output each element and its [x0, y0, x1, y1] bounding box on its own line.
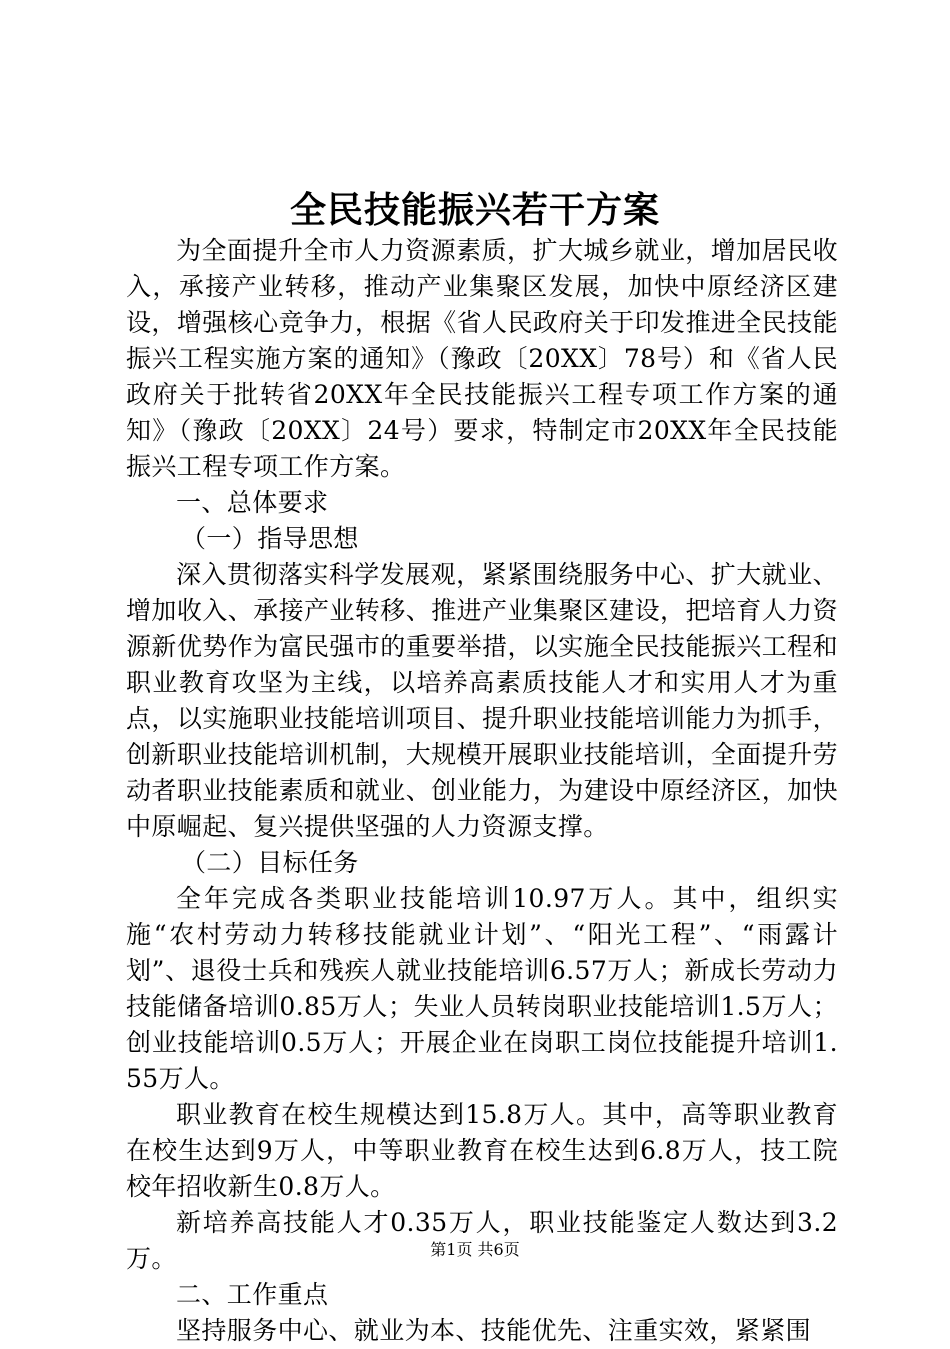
- work-focus-paragraph: 坚持服务中心、就业为本、技能优先、注重实效，紧紧围: [176, 1316, 812, 1345]
- subsection-heading-guiding-thought: （一）指导思想: [181, 524, 359, 553]
- document-title: 全民技能振兴若干方案: [289, 189, 660, 231]
- training-goals-paragraph: 全年完成各类职业技能培训10.97万人。其中，组织实施“农村劳动力转移技能就业计划”、“阳光工程”、“雨露计划”、退役士兵和残疾人就业技能培训6.57万人；新成长劳动力技能储备培训0.85万人；失业人员转岗职业技能培训1.5万人；创业技能培训0.5万人；开展企业在岗职工岗位技能提升培训1.55万人。: [126, 884, 838, 1093]
- page-number-footer: 第1页 共6页: [430, 1240, 520, 1259]
- intro-paragraph: 为全面提升全市人力资源素质，扩大城乡就业，增加居民收入，承接产业转移，推动产业集聚区发展，加快中原经济区建设，增强核心竞争力，根据《省人民政府关于印发推进全民技能振兴工程实施方案的通知》（豫政〔20XX〕78号）和《省人民政府关于批转省20XX年全民技能振兴工程专项工作方案的通知》（豫政〔20XX〕24号）要求，特制定市20XX年全民技能振兴工程专项工作方案。: [126, 236, 838, 481]
- document-body: [126, 233, 838, 1349]
- section-heading-overall-requirements: 一、总体要求: [176, 488, 329, 517]
- subsection-heading-goals-tasks: （二）目标任务: [181, 848, 359, 877]
- guiding-thought-paragraph: 深入贯彻落实科学发展观，紧紧围绕服务中心、扩大就业、增加收入、承接产业转移、推进产业集聚区建设，把培育人力资源新优势作为富民强市的重要举措，以实施全民技能振兴工程和职业教育攻坚为主线，以培养高素质技能人才和实用人才为重点，以实施职业技能培训项目、提升职业技能培训能力为抓手，创新职业技能培训机制，大规模开展职业技能培训，全面提升劳动者职业技能素质和就业、创业能力，为建设中原经济区，加快中原崛起、复兴提供坚强的人力资源支撑。: [126, 560, 838, 841]
- vocational-education-paragraph: 职业教育在校生规模达到15.8万人。其中，高等职业教育在校生达到9万人，中等职业教育在校生达到6.8万人，技工院校年招收新生0.8万人。: [126, 1100, 838, 1201]
- high-skill-talent-paragraph: 新培养高技能人才0.35万人，职业技能鉴定人数达到3.2万。: [126, 1208, 838, 1273]
- section-heading-work-focus: 二、工作重点: [176, 1280, 329, 1309]
